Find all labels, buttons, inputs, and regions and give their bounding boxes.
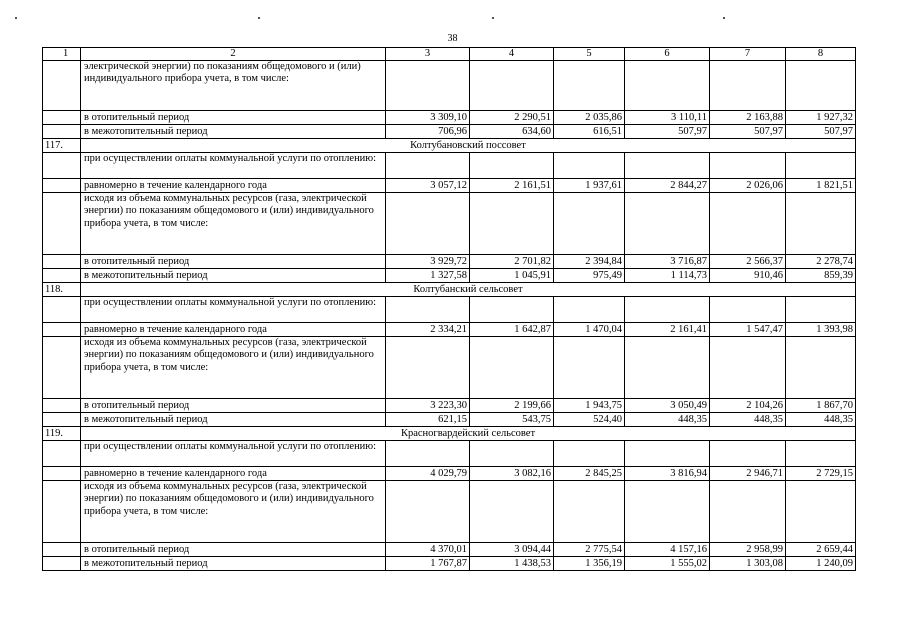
value-cell: [710, 337, 786, 399]
value-cell: [786, 193, 856, 255]
value-cell: [554, 297, 625, 323]
row-label: при осуществлении оплаты коммунальной услуги по отоплению:: [81, 153, 386, 179]
value-cell: [470, 193, 554, 255]
value-cell: 448,35: [786, 413, 856, 427]
value-cell: 634,60: [470, 125, 554, 139]
row-index: [43, 125, 81, 139]
table-body: [43, 61, 856, 571]
row-label: исходя из объема коммунальных ресурсов (газа, электрической энергии) по показаниям общедомового и (или) индивидуального прибора учета, в том числе:: [81, 337, 386, 399]
value-cell: [625, 193, 710, 255]
scan-speck: [723, 17, 725, 19]
row-label: равномерно в течение календарного года: [81, 323, 386, 337]
value-cell: 975,49: [554, 269, 625, 283]
scan-speck: [258, 17, 260, 19]
column-header: 3: [386, 48, 470, 61]
tariff-table: [42, 47, 856, 571]
row-index: [43, 337, 81, 399]
value-cell: 2 958,99: [710, 543, 786, 557]
column-header: 5: [554, 48, 625, 61]
value-cell: [386, 481, 470, 543]
value-cell: 859,39: [786, 269, 856, 283]
description-row: [43, 481, 856, 543]
description-row: [43, 61, 856, 111]
value-cell: [386, 441, 470, 467]
table-row: [43, 125, 856, 139]
value-cell: [786, 61, 856, 111]
section-row: [43, 283, 856, 297]
section-index: 117.: [43, 139, 81, 153]
row-index: [43, 179, 81, 193]
value-cell: 1 438,53: [470, 557, 554, 571]
value-cell: [386, 297, 470, 323]
value-cell: 524,40: [554, 413, 625, 427]
value-cell: [625, 297, 710, 323]
value-cell: [786, 153, 856, 179]
value-cell: 2 394,84: [554, 255, 625, 269]
value-cell: [554, 61, 625, 111]
row-index: [43, 543, 81, 557]
value-cell: [710, 481, 786, 543]
value-cell: 1 555,02: [625, 557, 710, 571]
section-title: Колтубановский поссовет: [81, 139, 856, 153]
row-label: исходя из объема коммунальных ресурсов (газа, электрической энергии) по показаниям общедомового и (или) индивидуального прибора учета, в том числе:: [81, 481, 386, 543]
row-index: [43, 193, 81, 255]
value-cell: 1 240,09: [786, 557, 856, 571]
row-index: [43, 441, 81, 467]
table-row: [43, 467, 856, 481]
value-cell: 448,35: [710, 413, 786, 427]
section-index: 119.: [43, 427, 81, 441]
value-cell: 3 057,12: [386, 179, 470, 193]
value-cell: 507,97: [625, 125, 710, 139]
scan-speck: [492, 17, 494, 19]
value-cell: 2 946,71: [710, 467, 786, 481]
value-cell: [470, 61, 554, 111]
value-cell: [786, 297, 856, 323]
value-cell: [554, 337, 625, 399]
row-index: [43, 297, 81, 323]
value-cell: 3 110,11: [625, 111, 710, 125]
value-cell: 2 199,66: [470, 399, 554, 413]
value-cell: 2 161,41: [625, 323, 710, 337]
value-cell: [625, 61, 710, 111]
value-cell: 1 470,04: [554, 323, 625, 337]
value-cell: 2 026,06: [710, 179, 786, 193]
section-title: Колтубанский сельсовет: [81, 283, 856, 297]
value-cell: 910,46: [710, 269, 786, 283]
value-cell: 2 334,21: [386, 323, 470, 337]
column-header: 2: [81, 48, 386, 61]
value-cell: [470, 297, 554, 323]
table-row: [43, 269, 856, 283]
row-index: [43, 413, 81, 427]
column-header: 4: [470, 48, 554, 61]
value-cell: [625, 337, 710, 399]
value-cell: 1 943,75: [554, 399, 625, 413]
description-row: [43, 441, 856, 467]
scan-speck: [15, 17, 17, 19]
value-cell: 1 356,19: [554, 557, 625, 571]
value-cell: 3 094,44: [470, 543, 554, 557]
value-cell: 543,75: [470, 413, 554, 427]
value-cell: 1 937,61: [554, 179, 625, 193]
section-row: [43, 427, 856, 441]
row-label: при осуществлении оплаты коммунальной услуги по отоплению:: [81, 441, 386, 467]
description-row: [43, 337, 856, 399]
value-cell: 2 161,51: [470, 179, 554, 193]
column-header: 1: [43, 48, 81, 61]
value-cell: [386, 193, 470, 255]
value-cell: 2 278,74: [786, 255, 856, 269]
value-cell: 3 309,10: [386, 111, 470, 125]
value-cell: 2 035,86: [554, 111, 625, 125]
row-index: [43, 255, 81, 269]
page-number: 38: [447, 33, 458, 44]
value-cell: 1 642,87: [470, 323, 554, 337]
table-row: [43, 543, 856, 557]
table-row: [43, 323, 856, 337]
value-cell: 1 547,47: [710, 323, 786, 337]
table-row: [43, 399, 856, 413]
row-index: [43, 557, 81, 571]
value-cell: 4 157,16: [625, 543, 710, 557]
value-cell: 2 845,25: [554, 467, 625, 481]
value-cell: [710, 153, 786, 179]
value-cell: [386, 337, 470, 399]
row-label: в отопительный период: [81, 111, 386, 125]
section-title: Красногвардейский сельсовет: [81, 427, 856, 441]
row-label: в межотопительный период: [81, 413, 386, 427]
row-label: равномерно в течение календарного года: [81, 179, 386, 193]
value-cell: 2 701,82: [470, 255, 554, 269]
row-label: в отопительный период: [81, 543, 386, 557]
table-row: [43, 557, 856, 571]
row-index: [43, 399, 81, 413]
table-row: [43, 413, 856, 427]
value-cell: 1 114,73: [625, 269, 710, 283]
value-cell: [625, 481, 710, 543]
value-cell: 1 045,91: [470, 269, 554, 283]
value-cell: 2 104,26: [710, 399, 786, 413]
row-label: исходя из объема коммунальных ресурсов (газа, электрической энергии) по показаниям общедомового и (или) индивидуального прибора учета, в том числе:: [81, 193, 386, 255]
value-cell: 2 844,27: [625, 179, 710, 193]
value-cell: 2 163,88: [710, 111, 786, 125]
value-cell: 616,51: [554, 125, 625, 139]
value-cell: [625, 153, 710, 179]
value-cell: [386, 153, 470, 179]
value-cell: [710, 61, 786, 111]
row-index: [43, 323, 81, 337]
row-index: [43, 269, 81, 283]
value-cell: [710, 441, 786, 467]
value-cell: [786, 337, 856, 399]
row-label: электрической энергии) по показаниям общедомового и (или) индивидуального прибора учета, в том числе:: [81, 61, 386, 111]
value-cell: 2 290,51: [470, 111, 554, 125]
value-cell: 1 867,70: [786, 399, 856, 413]
row-label: при осуществлении оплаты коммунальной услуги по отоплению:: [81, 297, 386, 323]
row-index: [43, 153, 81, 179]
value-cell: [470, 153, 554, 179]
column-header: 8: [786, 48, 856, 61]
value-cell: 2 566,37: [710, 255, 786, 269]
value-cell: [386, 61, 470, 111]
header-row: [43, 48, 856, 61]
section-index: 118.: [43, 283, 81, 297]
value-cell: [470, 441, 554, 467]
row-label: в отопительный период: [81, 399, 386, 413]
value-cell: [786, 481, 856, 543]
description-row: [43, 297, 856, 323]
value-cell: [554, 481, 625, 543]
value-cell: [470, 481, 554, 543]
row-label: в межотопительный период: [81, 269, 386, 283]
value-cell: 507,97: [786, 125, 856, 139]
value-cell: [710, 193, 786, 255]
table-row: [43, 111, 856, 125]
value-cell: 1 393,98: [786, 323, 856, 337]
value-cell: 3 223,30: [386, 399, 470, 413]
value-cell: [554, 153, 625, 179]
value-cell: [710, 297, 786, 323]
value-cell: 2 775,54: [554, 543, 625, 557]
value-cell: 448,35: [625, 413, 710, 427]
row-label: в межотопительный период: [81, 557, 386, 571]
value-cell: 706,96: [386, 125, 470, 139]
section-row: [43, 139, 856, 153]
value-cell: 1 821,51: [786, 179, 856, 193]
row-label: в отопительный период: [81, 255, 386, 269]
row-index: [43, 61, 81, 111]
value-cell: [625, 441, 710, 467]
value-cell: 4 029,79: [386, 467, 470, 481]
column-header: 7: [710, 48, 786, 61]
description-row: [43, 193, 856, 255]
value-cell: [786, 441, 856, 467]
row-index: [43, 111, 81, 125]
value-cell: 3 716,87: [625, 255, 710, 269]
value-cell: [554, 193, 625, 255]
value-cell: [470, 337, 554, 399]
row-label: равномерно в течение календарного года: [81, 467, 386, 481]
value-cell: 3 929,72: [386, 255, 470, 269]
value-cell: 3 816,94: [625, 467, 710, 481]
value-cell: 1 767,87: [386, 557, 470, 571]
value-cell: 1 927,32: [786, 111, 856, 125]
value-cell: 3 082,16: [470, 467, 554, 481]
table-row: [43, 255, 856, 269]
column-header: 6: [625, 48, 710, 61]
value-cell: 621,15: [386, 413, 470, 427]
value-cell: 4 370,01: [386, 543, 470, 557]
value-cell: 1 303,08: [710, 557, 786, 571]
value-cell: 2 659,44: [786, 543, 856, 557]
description-row: [43, 153, 856, 179]
value-cell: 2 729,15: [786, 467, 856, 481]
row-index: [43, 481, 81, 543]
value-cell: 507,97: [710, 125, 786, 139]
table-row: [43, 179, 856, 193]
value-cell: [554, 441, 625, 467]
row-label: в межотопительный период: [81, 125, 386, 139]
value-cell: 1 327,58: [386, 269, 470, 283]
value-cell: 3 050,49: [625, 399, 710, 413]
row-index: [43, 467, 81, 481]
